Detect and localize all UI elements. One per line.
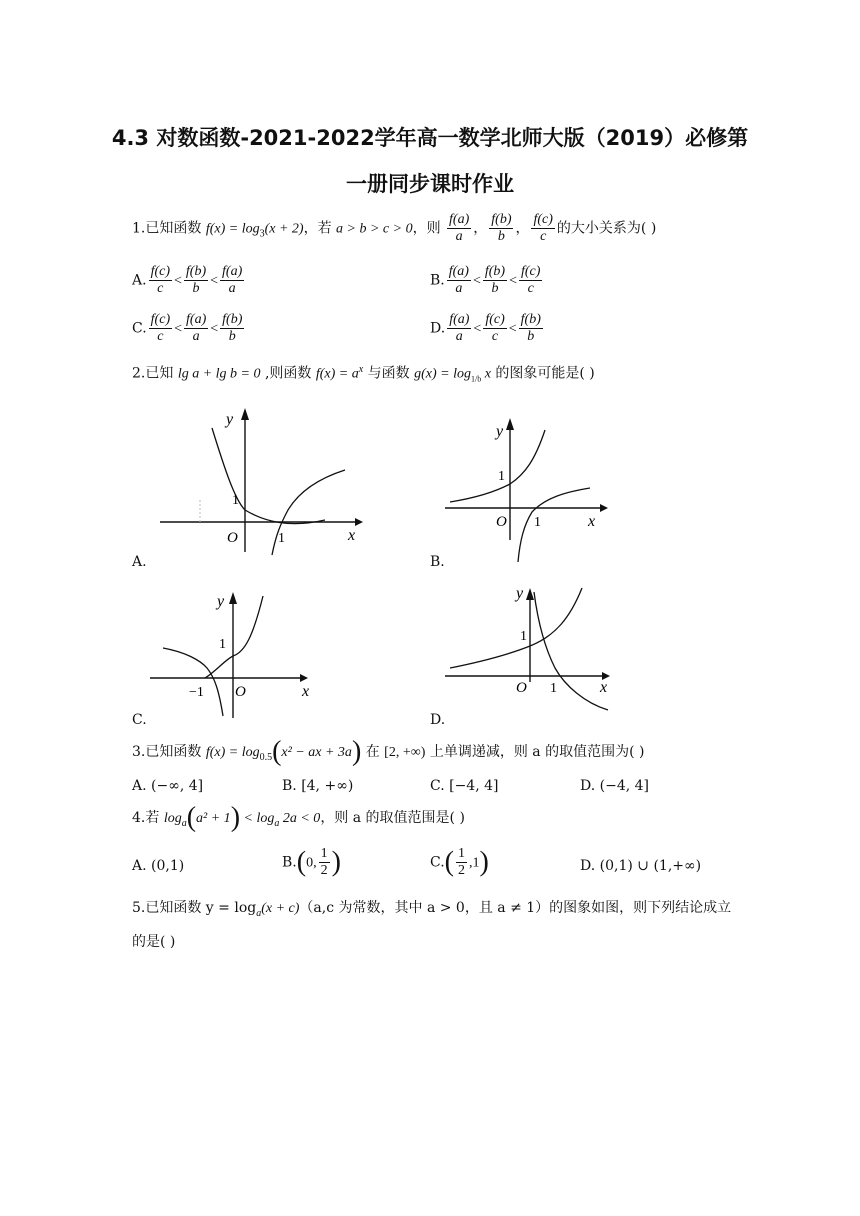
q1-text-then: ，则 [412,220,446,237]
q2-graph-a [150,400,370,560]
graph-d-y-arrow [526,588,534,600]
q3-prefix: 3.已知函数 [132,744,206,760]
q1-comma-2: ， [515,220,530,237]
graph-b-y-arrow [506,418,514,430]
graph-c-y-arrow [229,592,237,604]
graph-c-log-curve [163,648,223,716]
q3-option-b[interactable]: B. [4, +∞) [282,778,354,794]
q1-option-b[interactable]: B. $\frac{f(a)}{a}$ < $\frac{f(b)}{b}$ < $\frac{f(c)}{c}$ [430,264,541,296]
q2-graph-c [145,586,325,721]
q2-condition: lg a + lg b = 0 [177,366,261,382]
q3-argument: x² − ax + 3a [281,745,352,760]
q3-interval: [2, +∞) [384,745,426,760]
q4-base-2: a [274,817,280,829]
q2-log-base: 1/b [470,374,482,384]
question-5 [132,898,731,924]
graph-a-x-one: 1 [278,531,285,546]
q3-function: f(x) = log [205,745,260,760]
question-5-line2: 的是( ) [132,934,176,950]
q4-base-1: a [181,817,187,829]
q2-option-b[interactable]: B. [430,554,445,570]
graph-c-x-label: x [302,683,310,700]
q1-argument: (x + 2) [264,221,304,237]
q1-prefix: 1.已知函数 [132,220,206,237]
q4-suffix: ，则 a 的取值范围是( ) [320,810,465,826]
q4-log-2: < log [240,811,275,826]
q1-frac-fc: $\frac{f(c)}{c}$ [533,212,553,244]
graph-d-origin: O [516,680,527,696]
q2-graph-d [440,578,620,718]
q2-exponent: x [358,364,364,375]
q1-log-base: 3 [259,228,265,240]
page-title-line2: 一册同步课时作业 [346,172,514,196]
q2-function-g: g(x) = log [414,366,471,382]
q1-text-if: ，若 [303,220,337,237]
graph-b-log-curve [518,488,590,562]
q4-argument-2: 2a < 0 [279,811,321,826]
graph-d-y-label: y [516,585,524,602]
q4-option-a[interactable]: A. (0,1) [132,858,185,874]
q1-suffix: 的大小关系为( ) [556,220,657,237]
q2-text-1: ,则函数 [260,365,316,382]
graph-d-x-one: 1 [550,681,557,696]
graph-c-y-label: y [217,593,225,610]
q4-argument-1: a² + 1 [196,811,231,826]
q5-text-1: 5.已知函数 y = log [132,900,257,916]
q3-option-c[interactable]: C. [−4, 4] [430,778,499,794]
q1-option-a[interactable]: A. $\frac{f(c)}{c}$ < $\frac{f(b)}{b}$ < $\frac{f(a)}{a}$ [132,264,243,296]
q2-suffix: 的图象可能是( ) [490,365,595,382]
graph-a-origin: O [227,530,238,546]
graph-a-y-arrow [241,408,249,420]
q1-option-c[interactable]: C. $\frac{f(c)}{c}$ < $\frac{f(a)}{a}$ < $\frac{f(b)}{b}$ [132,312,243,344]
q4-option-c[interactable]: C.( $\frac{1}{2}$ ,1) [430,846,489,878]
graph-c-x-neg-one: −1 [189,685,204,700]
graph-a-y-label: y [226,411,234,428]
question-2 [132,360,595,389]
q2-option-c[interactable]: C. [132,712,147,728]
q4-log-1: log [163,811,182,826]
q3-option-d[interactable]: D. (−4, 4] [580,778,649,794]
q4-option-d[interactable]: D. (0,1) ∪ (1,+∞) [580,858,702,874]
q2-option-a[interactable]: A. [132,554,147,570]
graph-b-y-label: y [496,423,504,440]
q4-option-b[interactable]: B.(0, $\frac{1}{2}$ ) [282,846,341,878]
graph-d-y-one: 1 [520,629,527,644]
graph-b-x-one: 1 [534,515,541,530]
q3-suffix: 上单调递减，则 a 的取值范围为( ) [425,744,645,760]
q4-prefix: 4.若 [132,810,164,826]
q5-text-2: （a,c 为常数，其中 a > 0，且 a ≠ 1）的图象如图，则下列结论成立 [299,900,732,916]
graph-b-y-one: 1 [498,469,505,484]
graph-c-exp-curve [205,596,263,678]
question-1 [132,212,656,245]
page-title-line1: 4.3 对数函数-2021-2022学年高一数学北师大版（2019）必修第 [111,126,749,150]
question-4: 4.若 $\log_a(a^2 + 1) < \log_a 2a < 0$，则 a 的取值范围是( ) [132,802,465,833]
graph-c-origin: O [235,684,246,700]
graph-a-exp-curve [212,428,325,524]
q2-g-var: x [481,366,491,382]
graph-b-x-label: x [588,513,596,530]
q3-log-base: 0.5 [259,751,273,763]
q2-text-2: 与函数 [363,365,415,382]
graph-a-x-arrow [355,518,363,526]
q3-text-in: 在 [361,744,385,760]
q3-option-a[interactable]: A. (−∞, 4] [132,778,204,794]
q1-frac-fb: $\frac{f(b)}{b}$ [491,212,512,244]
graph-a-x-label: x [348,527,356,544]
graph-d-x-label: x [600,679,608,696]
question-3: 3.已知函数 $f(x) = \log_{0.5}(x^2$ − ax + 3a) 在 [2, +∞) 上单调递减，则 a 的取值范围为( ) [132,736,645,767]
graph-b-exp-curve [450,430,545,502]
q1-function: f(x) = log [205,221,260,237]
q5-log-base: a [256,907,262,919]
q1-comma-1: ， [473,220,488,237]
graph-b-origin: O [496,514,507,530]
q5-argument: (x + c) [261,901,300,916]
q2-graph-b [440,400,620,570]
q1-frac-fa: $\frac{f(a)}{a}$ [449,212,470,244]
graph-c-x-arrow [300,674,308,682]
graph-b-x-arrow [600,504,608,512]
q1-condition: a > b > c > 0 [336,221,413,237]
q1-option-d[interactable]: D. $\frac{f(a)}{a}$ < $\frac{f(c)}{c}$ < $\frac{f(b)}{b}$ [430,312,541,344]
q2-prefix: 2.已知 [132,365,178,382]
graph-c-y-one: 1 [219,637,226,652]
q2-option-d[interactable]: D. [430,712,446,728]
graph-a-y-one: 1 [232,493,239,508]
q2-function-f: f(x) = a [315,366,359,382]
